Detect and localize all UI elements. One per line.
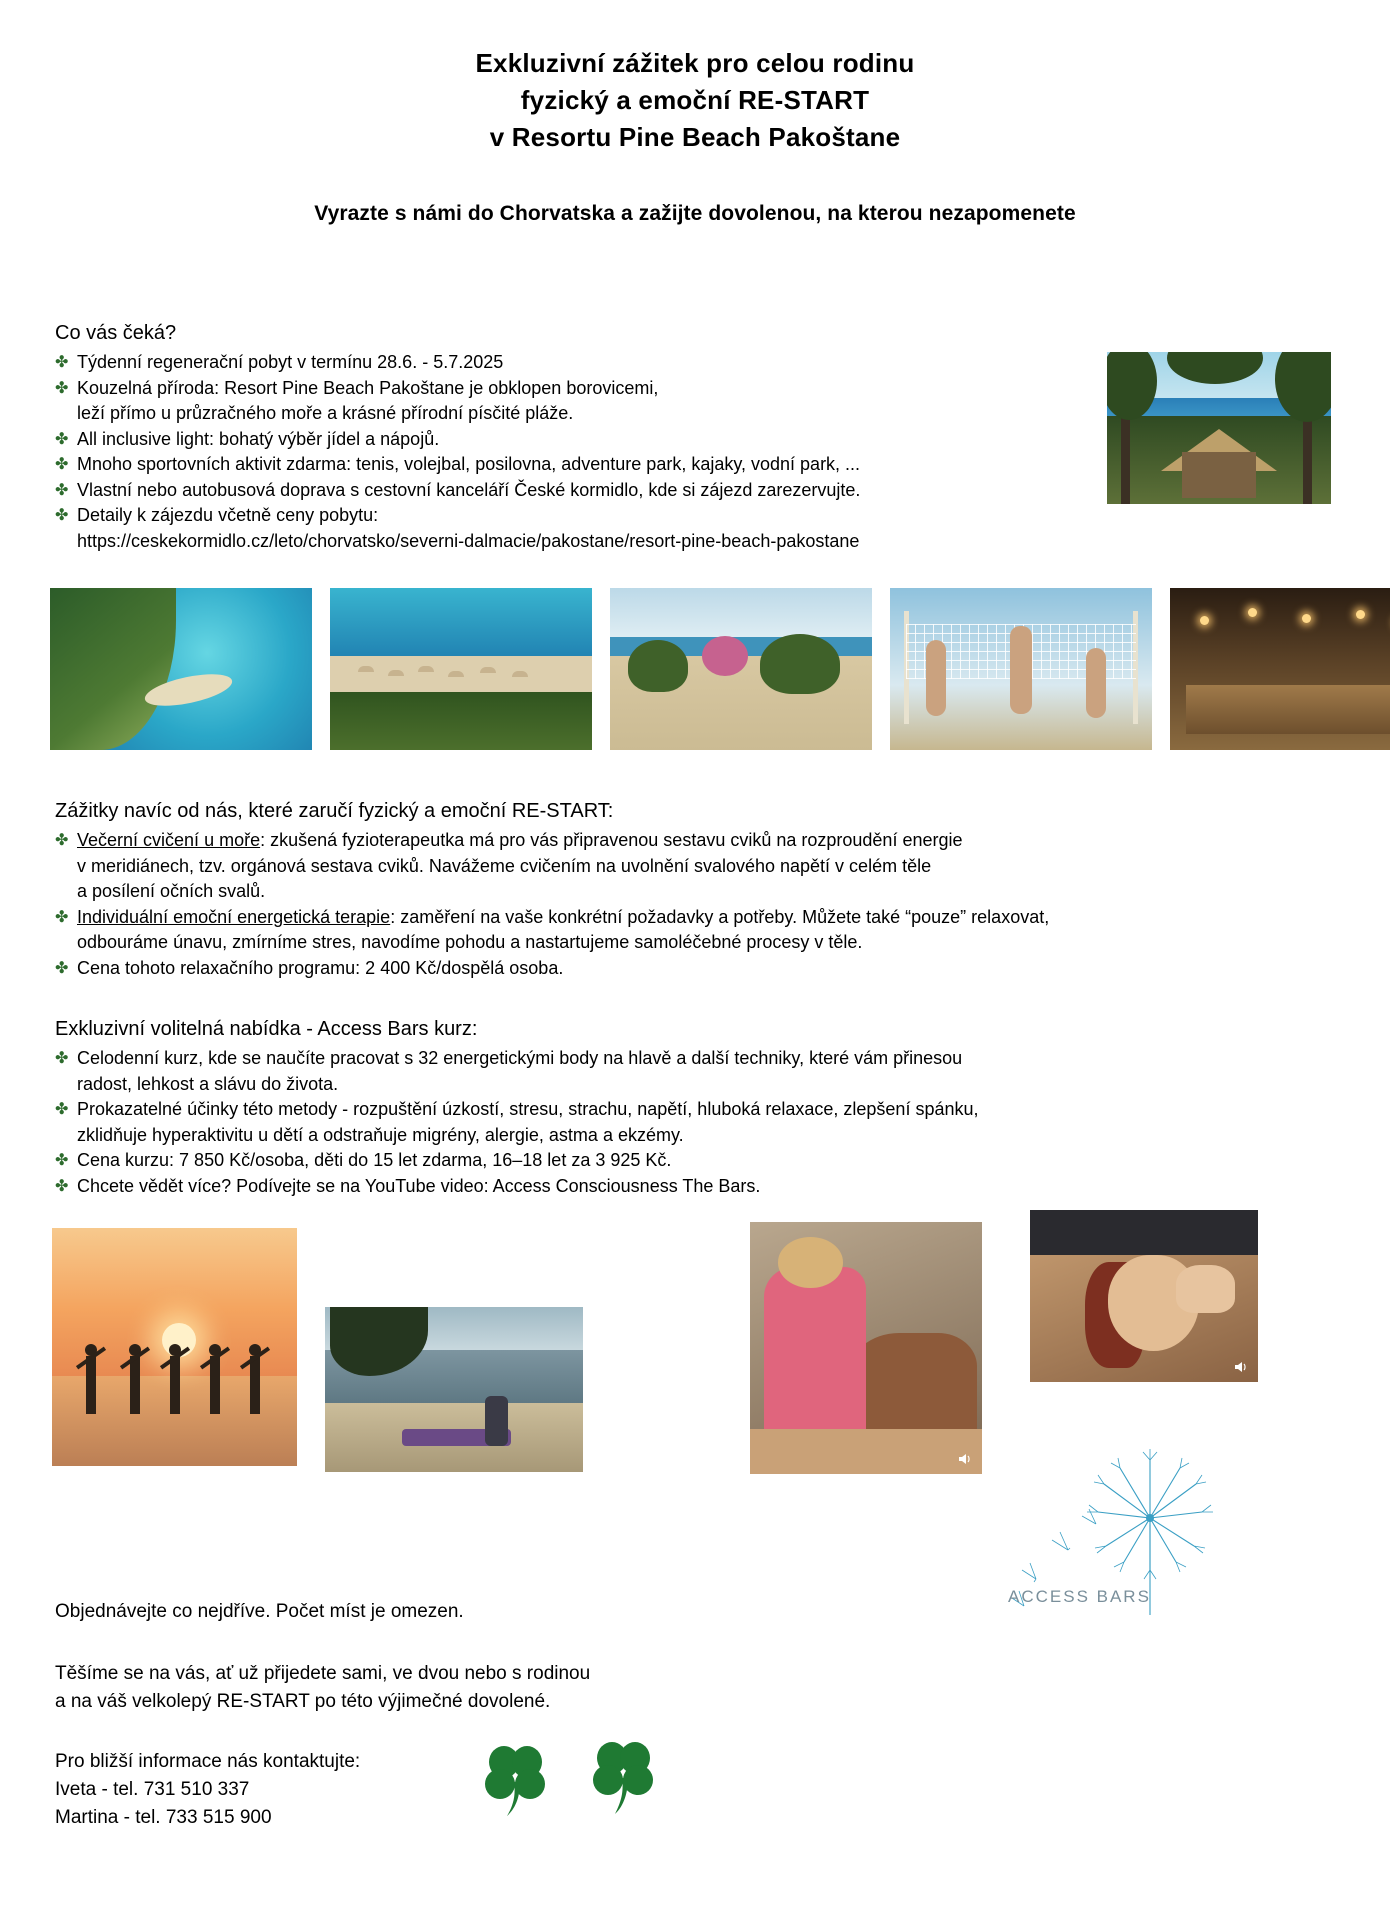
list-item — [55, 1148, 1315, 1174]
list-item-line: leží přímo u průzračného moře a krásné přírodní písčité pláže. — [77, 403, 574, 423]
list-item-line: : zkušená fyzioterapeutka má pro vás připravenou sestavu cviků na rozproudění energie — [260, 830, 963, 850]
extras-list — [55, 828, 1315, 981]
clover-icon — [588, 1738, 658, 1816]
contact-block — [55, 1748, 360, 1832]
list-item — [55, 503, 1095, 529]
closing-line-2: a na váš velkolepý RE-START po této výjimečné dovolené. — [55, 1691, 551, 1712]
bullet-icon: ✤ — [55, 1152, 69, 1169]
bullet-icon: ✤ — [55, 1050, 69, 1067]
section-heading-accessbars: Exkluzivní volitelná nabídka - Access Bars kurz: — [55, 1018, 478, 1040]
list-item — [55, 350, 1095, 376]
whats-waiting-list — [55, 350, 1095, 529]
beach-volleyball-photo — [890, 588, 1152, 750]
list-item-line: Cena kurzu: 7 850 Kč/osoba, děti do 15 let zdarma, 16–18 let za 3 925 Kč. — [77, 1150, 672, 1170]
list-item — [55, 828, 1315, 905]
bullet-icon: ✤ — [55, 430, 69, 448]
section-accessbars — [55, 1018, 1315, 1199]
bullet-icon: ✤ — [55, 832, 69, 849]
speaker-icon — [1234, 1360, 1250, 1374]
list-item-line: Týdenní regenerační pobyt v termínu 28.6. - 5.7.2025 — [77, 352, 504, 372]
list-item-line: All inclusive light: bohatý výběr jídel a nápojů. — [77, 428, 440, 449]
beach-umbrellas-photo — [330, 588, 592, 750]
resort-hut-photo — [1107, 352, 1331, 504]
lakeside-therapy-photo — [325, 1307, 583, 1472]
list-item-line: Detaily k zájezdu včetně ceny pobytu: — [77, 505, 379, 525]
list-item-line: radost, lehkost a slávu do života. — [77, 1073, 339, 1094]
list-item-line: a posílení očních svalů. — [77, 881, 266, 901]
section-whats-waiting — [55, 322, 1095, 554]
speaker-icon — [958, 1452, 974, 1466]
list-item-emphasis: Individuální emoční energetická terapie — [77, 906, 391, 927]
bullet-icon: ✤ — [55, 379, 69, 397]
bullet-icon: ✤ — [55, 1177, 69, 1195]
list-item — [55, 905, 1315, 956]
accessbars-list — [55, 1046, 1315, 1199]
bullet-icon: ✤ — [55, 908, 69, 926]
title-line-3: v Resortu Pine Beach Pakoštane — [489, 122, 901, 152]
page-subtitle: Vyrazte s námi do Chorvatska a zažijte dovolenou, na kterou nezapomenete — [314, 202, 1076, 225]
contact-martina: Martina - tel. 733 515 900 — [55, 1807, 272, 1828]
bullet-icon: ✤ — [55, 507, 69, 524]
section-heading-extras: Zážitky navíc od nás, které zaručí fyzický a emoční RE-START: — [55, 800, 614, 822]
sandy-shore-photo — [610, 588, 872, 750]
bullet-icon: ✤ — [55, 1101, 69, 1118]
list-item-line: zklidňuje hyperaktivitu u dětí a odstraňuje migrény, alergie, astma a ekzémy. — [77, 1124, 684, 1145]
list-item-line: Celodenní kurz, kde se naučíte pracovat s 32 energetickými body na hlavě a další techniky, které vám přinesou — [77, 1048, 963, 1068]
list-item-line: Prokazatelné účinky této metody - rozpuštění úzkostí, stresu, strachu, napětí, hluboká relaxace, zlepšení spánku, — [77, 1099, 979, 1119]
resort-bar-photo — [1170, 588, 1390, 750]
trip-details-url[interactable]: https://ceskekormidlo.cz/leto/chorvatsko/severni-dalmacie/pakostane/resort-pine-beach-pakostane — [77, 530, 860, 551]
list-item — [55, 452, 1095, 478]
list-item — [55, 1174, 1315, 1200]
order-note: Objednávejte co nejdříve. Počet míst je omezen. — [55, 1601, 464, 1622]
aerial-bay-photo — [50, 588, 312, 750]
contact-iveta: Iveta - tel. 731 510 337 — [55, 1779, 250, 1800]
list-item-line: : zaměření na vaše konkrétní požadavky a potřeby. Můžete také “pouze” relaxovat, — [390, 906, 1050, 927]
list-item-line: odbouráme únavu, zmírníme stres, navodíme pohodu a nastartujeme samoléčebné procesy v těle. — [77, 932, 863, 952]
section-extras — [55, 800, 1315, 981]
list-item — [55, 956, 1315, 982]
list-item-emphasis: Večerní cvičení u moře — [77, 830, 261, 850]
page-title — [0, 0, 1390, 156]
title-line-1: Exkluzivní zážitek pro celou rodinu — [475, 48, 915, 78]
contact-heading: Pro bližší informace nás kontaktujte: — [55, 1751, 361, 1772]
bullet-icon: ✤ — [55, 959, 69, 977]
title-line-2: fyzický a emoční RE-START — [520, 85, 870, 115]
clover-icon — [480, 1742, 550, 1818]
head-massage-photo — [1030, 1210, 1258, 1382]
list-item — [55, 1046, 1315, 1097]
list-item-line: Cena tohoto relaxačního programu: 2 400 Kč/dospělá osoba. — [77, 957, 564, 978]
closing-text — [55, 1660, 590, 1716]
list-item-line: v meridiánech, tzv. orgánová sestava cviků. Navážeme cvičením na uvolnění svalového napětí v celém těle — [77, 855, 932, 876]
list-item-line: Chcete vědět více? Podívejte se na YouTube video: Access Consciousness The Bars. — [77, 1175, 761, 1196]
child-therapy-photo — [750, 1222, 982, 1474]
bullet-icon: ✤ — [55, 354, 69, 371]
list-item-line: Vlastní nebo autobusová doprava s cestovní kanceláří České kormidlo, kde si zájezd zarezervujte. — [77, 479, 861, 500]
list-item-line: Mnoho sportovních aktivit zdarma: tenis, volejbal, posilovna, adventure park, kajaky, vodní park, ... — [77, 454, 861, 474]
closing-line-1: Těšíme se na vás, ať už přijedete sami, ve dvou nebo s rodinou — [55, 1663, 591, 1684]
list-item — [55, 376, 1095, 427]
list-item — [55, 478, 1095, 504]
access-bars-logo-label: ACCESS BARS — [1008, 1587, 1151, 1606]
sunset-group-photo — [52, 1228, 297, 1466]
list-item — [55, 1097, 1315, 1148]
section-heading-whats-waiting: Co vás čeká? — [55, 322, 177, 344]
list-item-line: Kouzelná příroda: Resort Pine Beach Pakoštane je obklopen borovicemi, — [77, 377, 659, 398]
bullet-icon: ✤ — [55, 456, 69, 473]
bullet-icon: ✤ — [55, 481, 69, 499]
list-item — [55, 427, 1095, 453]
